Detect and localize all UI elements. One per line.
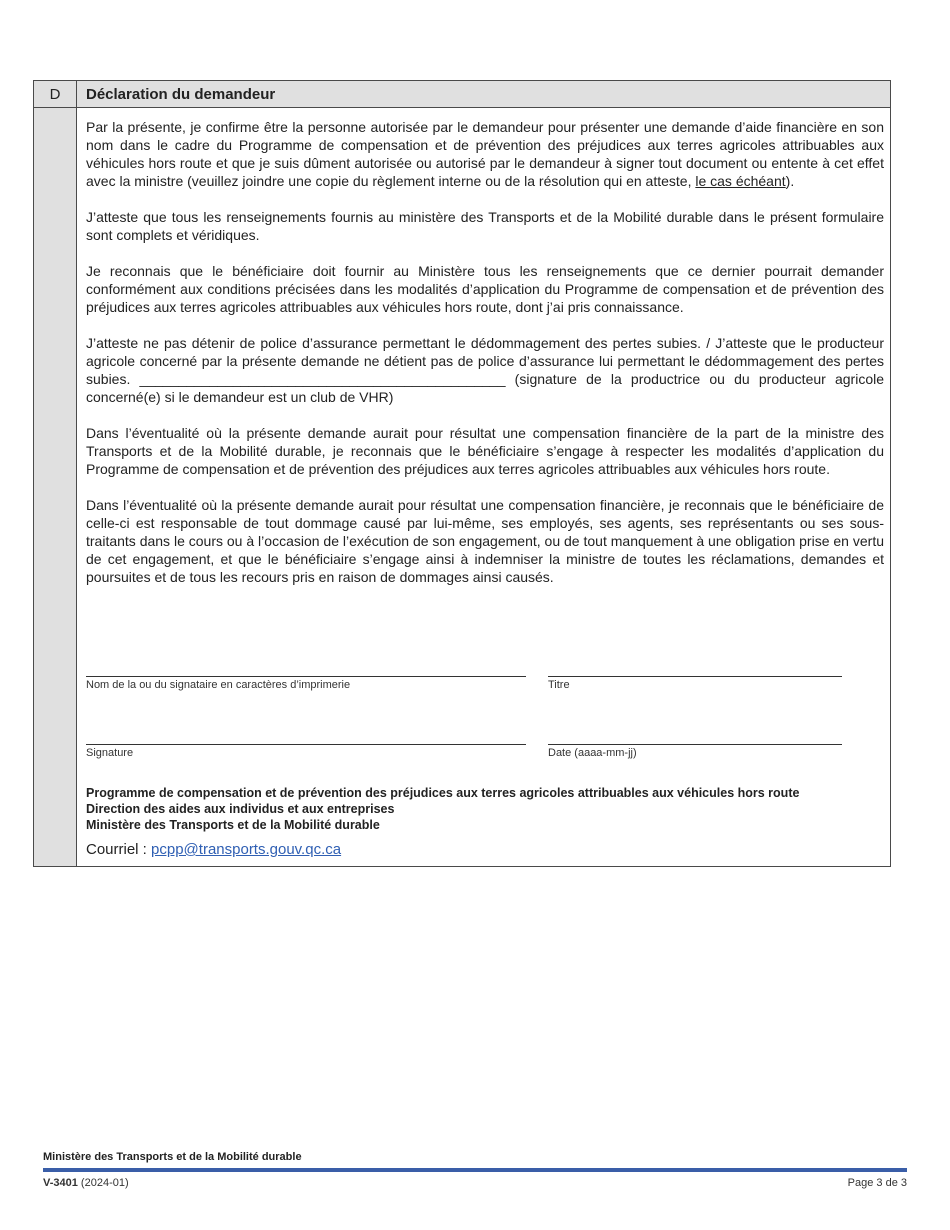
section-side-strip: [34, 108, 77, 866]
name-field-line[interactable]: [86, 676, 526, 677]
paragraph-information: Je reconnais que le bénéficiaire doit fournir au Ministère tous les renseignements que ce dernier pourrait demander conformément aux conditions précisées dans les modalités d’application du Programme de compensation et de prévention des préjudices aux terres agricoles attribuables aux véhicules hors route, dont j’ai pris connaissance.: [86, 263, 884, 315]
name-field-label: Nom de la ou du signataire en caractères d’imprimerie: [86, 679, 351, 691]
footer-page-number: Page 3 de 3: [847, 1177, 907, 1189]
form-version: (2024-01): [77, 1177, 129, 1189]
paragraph-commitment: Dans l’éventualité où la présente demande aurait pour résultat une compensation financière de la part de la ministre des Transports et de la Mobilité durable, je reconnais que le bénéficiaire s’engage à respecter les modalités d’application du Programme de compensation et de prévention des préjudices aux terres agricoles attribuables aux véhicules hors route.: [86, 425, 884, 477]
footer-divider: [43, 1168, 907, 1172]
paragraph-insurance: [86, 334, 884, 406]
signature-field-label: Signature: [86, 747, 134, 759]
paragraph-attestation: J’atteste que tous les renseignements fournis au ministère des Transports et de la Mobilité durable dans le présent formulaire sont complets et véridiques.: [86, 209, 884, 243]
p1-text: Par la présente, je confirme être la personne autorisée par le demandeur pour présenter une demande d’aide financière en son nom dans le cadre du Programme de compensation et de prévention des préjudices aux terres agricoles attribuables aux véhicules hors route et que je suis dûment autorisée ou autorisé par le demandeur à signer tout document ou entente à cet effet avec la ministre (veuillez joindre une copie du règlement interne ou de la résolution qui en atteste,: [86, 119, 884, 189]
contact-block: [86, 785, 886, 833]
declaration-body: [86, 118, 884, 604]
title-field-line[interactable]: [548, 676, 842, 677]
section-title: Déclaration du demandeur: [77, 81, 890, 108]
email-row: [86, 841, 341, 858]
contact-ministry: Ministère des Transports et de la Mobilité durable: [86, 818, 380, 832]
p4-end: (signature de la productrice ou du producteur agricole concerné(e) si le demandeur est un club de VHR): [86, 371, 885, 405]
paragraph-liability: Dans l’éventualité où la présente demande aurait pour résultat une compensation financière, je reconnais que le bénéficiaire de celle-ci est responsable de tout dommage causé par lui-même, ses employés, ses agents, ses représentants ou ses sous-traitants dans le cours ou à l’occasion de l’exécution de son engagement, ou de tout manquement à une obligation prise en vertu de cet engagement, et que le bénéficiaire s’engage ainsi à indemniser la ministre de toutes les réclamations, demandes et poursuites et de tous les recours pris en raison de dommages ainsi causés.: [86, 497, 884, 585]
signature-field-line[interactable]: [86, 744, 526, 745]
footer-ministry: Ministère des Transports et de la Mobilité durable: [43, 1151, 302, 1163]
p1-end: ).: [785, 173, 795, 189]
date-field-label: Date (aaaa-mm-jj): [548, 747, 637, 759]
producer-signature-blank[interactable]: _______________________________________________: [139, 371, 506, 387]
contact-direction: Direction des aides aux individus et aux entreprises: [86, 802, 395, 816]
p1-underlined: le cas échéant: [695, 173, 786, 189]
p4-text: J’atteste ne pas détenir de police d’assurance permettant le dédommagement des pertes subies. / J’atteste que le producteur agricole concerné par la présente demande ne détient pas de police d’assurance lui permettant le dédommagement des pertes subies.: [86, 335, 884, 387]
paragraph-authorization: [86, 118, 884, 190]
date-field-line[interactable]: [548, 744, 842, 745]
section-letter: D: [34, 81, 77, 108]
email-link[interactable]: pcpp@transports.gouv.qc.ca: [151, 841, 342, 858]
email-label: Courriel :: [86, 841, 152, 858]
section-d: [33, 80, 891, 867]
form-code: V-3401: [43, 1177, 78, 1189]
footer-form-code: [43, 1177, 129, 1189]
title-field-label: Titre: [548, 679, 570, 691]
contact-program: Programme de compensation et de prévention des préjudices aux terres agricoles attribuables aux véhicules hors route: [86, 786, 800, 800]
